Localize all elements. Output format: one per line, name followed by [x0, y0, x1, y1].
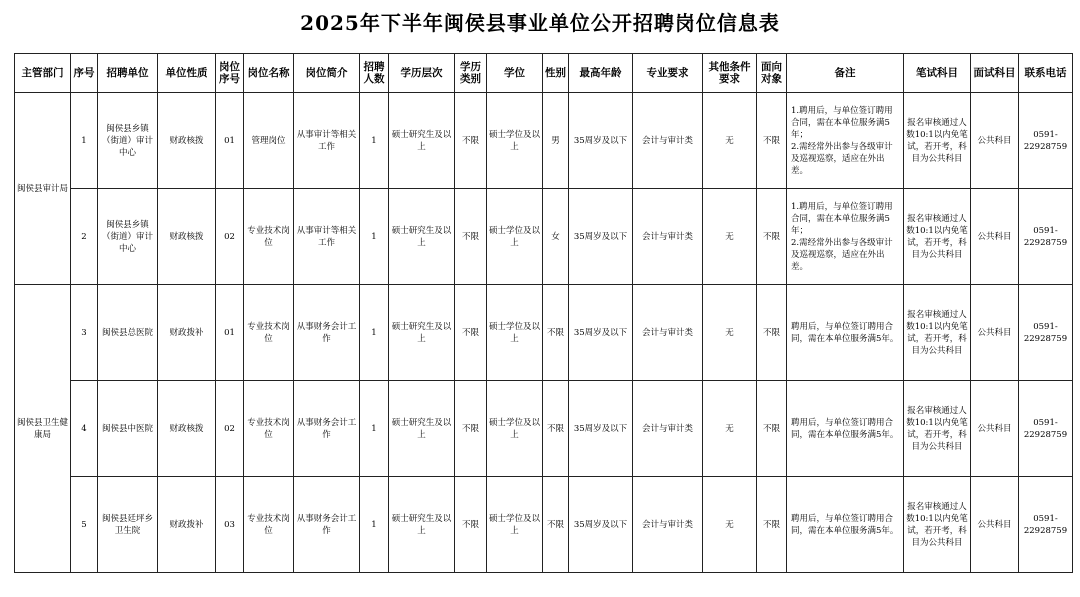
intro-cell: 从事财务会计工作 — [294, 381, 360, 477]
phone-header: 联系电话 — [1019, 54, 1073, 93]
seq-header: 序号 — [71, 54, 98, 93]
gender-cell: 不限 — [543, 285, 569, 381]
intro-cell: 从事财务会计工作 — [294, 477, 360, 573]
table-row — [15, 189, 1073, 285]
nature-cell: 财政拨补 — [158, 285, 216, 381]
edu-type-cell: 不限 — [455, 477, 487, 573]
target-cell: 不限 — [757, 189, 787, 285]
page-title: 2025年下半年闽侯县事业单位公开招聘岗位信息表 — [300, 11, 780, 35]
gender-cell: 不限 — [543, 381, 569, 477]
major-cell: 会计与审计类 — [633, 285, 703, 381]
gender-cell: 不限 — [543, 477, 569, 573]
count-cell: 1 — [360, 381, 389, 477]
intro-cell: 从事审计等相关工作 — [294, 189, 360, 285]
other-cell: 无 — [703, 285, 757, 381]
post-no-header: 岗位序号 — [216, 54, 244, 93]
major-cell: 会计与审计类 — [633, 189, 703, 285]
edu-level-cell: 硕士研究生及以上 — [389, 477, 455, 573]
post-no-cell: 02 — [216, 189, 244, 285]
post-name-cell: 专业技术岗位 — [244, 189, 294, 285]
other-cell: 无 — [703, 477, 757, 573]
intro-cell: 从事财务会计工作 — [294, 285, 360, 381]
major-header: 专业要求 — [633, 54, 703, 93]
count-header: 招聘人数 — [360, 54, 389, 93]
department-cell: 闽侯县审计局 — [15, 93, 71, 285]
count-cell: 1 — [360, 477, 389, 573]
phone-cell: 0591-22928759 — [1019, 93, 1073, 189]
edu-level-cell: 硕士研究生及以上 — [389, 285, 455, 381]
written-cell: 报名审核通过人数10:1以内免笔试，若开考，科目为公共科目 — [904, 189, 971, 285]
target-cell: 不限 — [757, 477, 787, 573]
degree-cell: 硕士学位及以上 — [487, 477, 543, 573]
gender-cell: 男 — [543, 93, 569, 189]
gender-header: 性别 — [543, 54, 569, 93]
interview-header: 面试科目 — [971, 54, 1019, 93]
unit-cell: 闽侯县中医院 — [98, 381, 158, 477]
post-name-cell: 专业技术岗位 — [244, 285, 294, 381]
post-name-header: 岗位名称 — [244, 54, 294, 93]
major-cell: 会计与审计类 — [633, 381, 703, 477]
unit-cell: 闽侯县乡镇（街道）审计中心 — [98, 93, 158, 189]
age-header: 最高年龄 — [569, 54, 633, 93]
phone-cell: 0591-22928759 — [1019, 381, 1073, 477]
nature-header: 单位性质 — [158, 54, 216, 93]
intro-header: 岗位简介 — [294, 54, 360, 93]
table-row — [15, 93, 1073, 189]
post-name-cell: 专业技术岗位 — [244, 381, 294, 477]
count-cell: 1 — [360, 93, 389, 189]
table-header — [15, 54, 1073, 93]
count-cell: 1 — [360, 285, 389, 381]
phone-cell: 0591-22928759 — [1019, 189, 1073, 285]
nature-cell: 财政核拨 — [158, 93, 216, 189]
phone-cell: 0591-22928759 — [1019, 477, 1073, 573]
table-body — [15, 93, 1073, 573]
interview-cell: 公共科目 — [971, 189, 1019, 285]
interview-cell: 公共科目 — [971, 93, 1019, 189]
recruitment-table — [14, 53, 1073, 573]
target-cell: 不限 — [757, 285, 787, 381]
table-row — [15, 477, 1073, 573]
edu-type-cell: 不限 — [455, 93, 487, 189]
edu-type-cell: 不限 — [455, 189, 487, 285]
remark-header: 备注 — [787, 54, 904, 93]
nature-cell: 财政核拨 — [158, 189, 216, 285]
degree-cell: 硕士学位及以上 — [487, 285, 543, 381]
intro-cell: 从事审计等相关工作 — [294, 93, 360, 189]
edu-type-cell: 不限 — [455, 381, 487, 477]
degree-cell: 硕士学位及以上 — [487, 93, 543, 189]
unit-cell: 闽侯县乡镇（街道）审计中心 — [98, 189, 158, 285]
written-cell: 报名审核通过人数10:1以内免笔试，若开考，科目为公共科目 — [904, 285, 971, 381]
edu-level-cell: 硕士研究生及以上 — [389, 381, 455, 477]
target-header: 面向对象 — [757, 54, 787, 93]
remark-cell: 聘用后，与单位签订聘用合同，需在本单位服务满5年。 — [787, 477, 904, 573]
nature-cell: 财政拨补 — [158, 477, 216, 573]
major-cell: 会计与审计类 — [633, 93, 703, 189]
interview-cell: 公共科目 — [971, 477, 1019, 573]
age-cell: 35周岁及以下 — [569, 189, 633, 285]
post-no-cell: 03 — [216, 477, 244, 573]
interview-cell: 公共科目 — [971, 285, 1019, 381]
table-row — [15, 381, 1073, 477]
remark-cell: 1.聘用后，与单位签订聘用合同，需在本单位服务满5年； 2.需经常外出参与各级审计及巡视巡察，适应在外出差。 — [787, 93, 904, 189]
post-name-cell: 专业技术岗位 — [244, 477, 294, 573]
edu-level-cell: 硕士研究生及以上 — [389, 189, 455, 285]
written-header: 笔试科目 — [904, 54, 971, 93]
degree-cell: 硕士学位及以上 — [487, 381, 543, 477]
remark-cell: 1.聘用后，与单位签订聘用合同，需在本单位服务满5年； 2.需经常外出参与各级审计及巡视巡察，适应在外出差。 — [787, 189, 904, 285]
written-cell: 报名审核通过人数10:1以内免笔试，若开考，科目为公共科目 — [904, 477, 971, 573]
gender-cell: 女 — [543, 189, 569, 285]
edu-level-header: 学历层次 — [389, 54, 455, 93]
age-cell: 35周岁及以下 — [569, 93, 633, 189]
seq-cell: 5 — [71, 477, 98, 573]
age-cell: 35周岁及以下 — [569, 285, 633, 381]
major-cell: 会计与审计类 — [633, 477, 703, 573]
seq-cell: 2 — [71, 189, 98, 285]
remark-cell: 聘用后，与单位签订聘用合同，需在本单位服务满5年。 — [787, 381, 904, 477]
post-no-cell: 01 — [216, 285, 244, 381]
header-row — [15, 54, 1073, 93]
edu-type-cell: 不限 — [455, 285, 487, 381]
unit-cell: 闽侯县总医院 — [98, 285, 158, 381]
remark-cell: 聘用后，与单位签订聘用合同，需在本单位服务满5年。 — [787, 285, 904, 381]
other-cell: 无 — [703, 381, 757, 477]
unit-header: 招聘单位 — [98, 54, 158, 93]
nature-cell: 财政核拨 — [158, 381, 216, 477]
degree-header: 学位 — [487, 54, 543, 93]
target-cell: 不限 — [757, 381, 787, 477]
age-cell: 35周岁及以下 — [569, 477, 633, 573]
written-cell: 报名审核通过人数10:1以内免笔试，若开考，科目为公共科目 — [904, 93, 971, 189]
written-cell: 报名审核通过人数10:1以内免笔试，若开考，科目为公共科目 — [904, 381, 971, 477]
unit-cell: 闽侯县廷坪乡卫生院 — [98, 477, 158, 573]
seq-cell: 4 — [71, 381, 98, 477]
post-no-cell: 02 — [216, 381, 244, 477]
seq-cell: 3 — [71, 285, 98, 381]
department-cell: 闽侯县卫生健康局 — [15, 285, 71, 573]
degree-cell: 硕士学位及以上 — [487, 189, 543, 285]
other-cell: 无 — [703, 93, 757, 189]
dept-header: 主管部门 — [15, 54, 71, 93]
edu-level-cell: 硕士研究生及以上 — [389, 93, 455, 189]
phone-cell: 0591-22928759 — [1019, 285, 1073, 381]
age-cell: 35周岁及以下 — [569, 381, 633, 477]
edu-type-header: 学历类别 — [455, 54, 487, 93]
target-cell: 不限 — [757, 93, 787, 189]
other-header: 其他条件要求 — [703, 54, 757, 93]
post-no-cell: 01 — [216, 93, 244, 189]
post-name-cell: 管理岗位 — [244, 93, 294, 189]
table-row — [15, 285, 1073, 381]
other-cell: 无 — [703, 189, 757, 285]
interview-cell: 公共科目 — [971, 381, 1019, 477]
seq-cell: 1 — [71, 93, 98, 189]
count-cell: 1 — [360, 189, 389, 285]
